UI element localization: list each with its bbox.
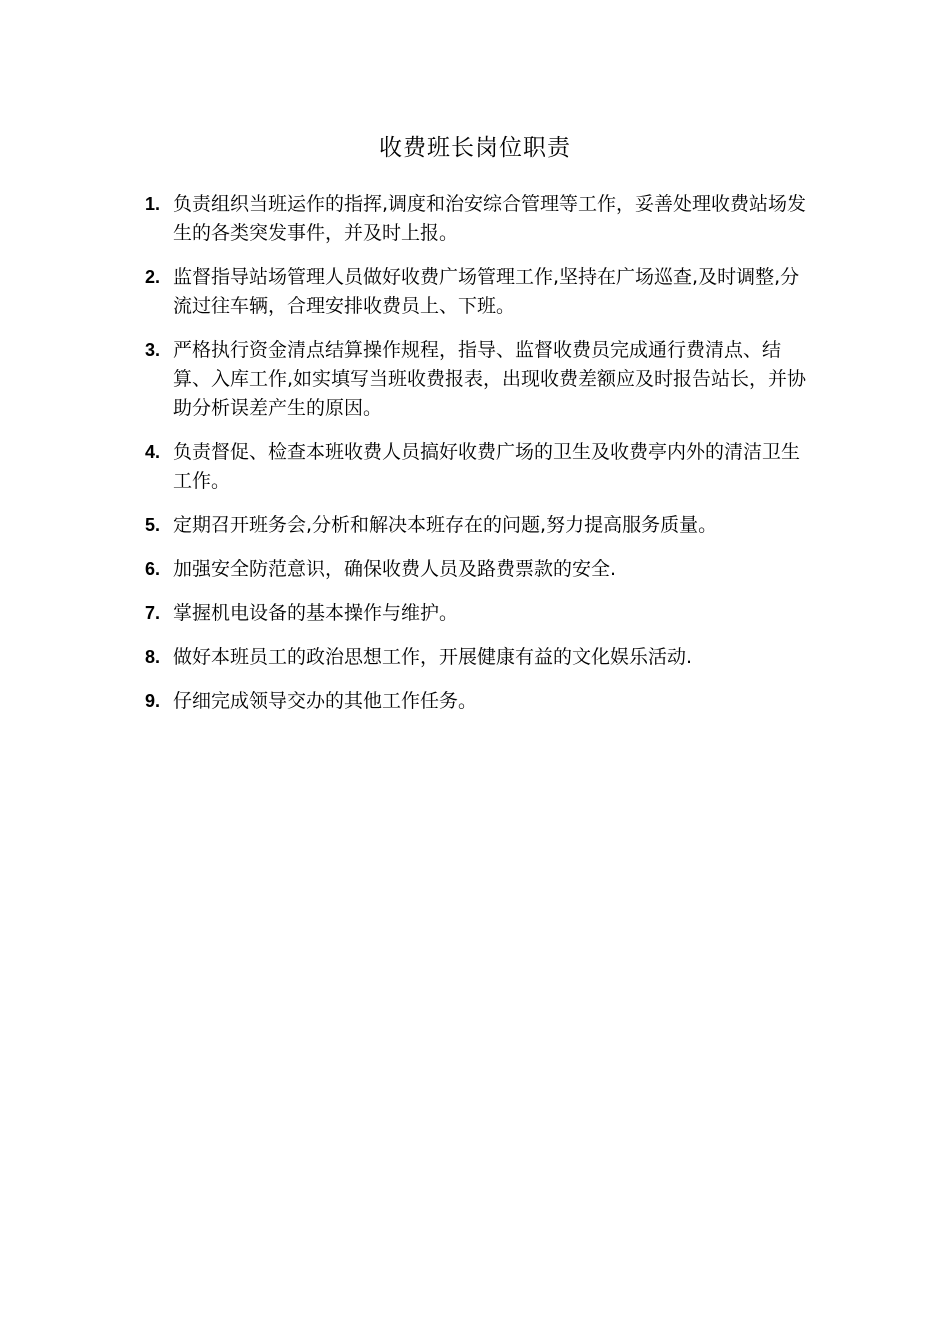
list-item bbox=[145, 511, 810, 540]
list-item bbox=[145, 599, 810, 628]
list-item bbox=[145, 190, 810, 248]
item-text: 定期召开班务会,分析和解决本班存在的问题,努力提高服务质量。 bbox=[173, 514, 718, 536]
item-number: 9. bbox=[145, 691, 161, 711]
item-number: 7. bbox=[145, 603, 161, 623]
item-text: 监督指导站场管理人员做好收费广场管理工作,坚持在广场巡查,及时调整,分流过往车辆，合理安排收费员上、下班。 bbox=[173, 266, 800, 317]
item-text: 加强安全防范意识，确保收费人员及路费票款的安全. bbox=[173, 558, 617, 580]
item-text: 仔细完成领导交办的其他工作任务。 bbox=[173, 690, 478, 712]
list-item bbox=[145, 687, 810, 716]
item-number: 5. bbox=[145, 515, 161, 535]
item-text: 做好本班员工的政治思想工作，开展健康有益的文化娱乐活动. bbox=[173, 646, 693, 668]
item-number: 1. bbox=[145, 194, 161, 214]
item-text: 负责组织当班运作的指挥,调度和治安综合管理等工作，妥善处理收费站场发生的各类突发事件，并及时上报。 bbox=[173, 193, 807, 244]
item-number: 2. bbox=[145, 267, 161, 287]
item-number: 3. bbox=[145, 340, 161, 360]
item-text: 严格执行资金清点结算操作规程，指导、监督收费员完成通行费清点、结算、入库工作,如实填写当班收费报表，出现收费差额应及时报告站长，并协助分析误差产生的原因。 bbox=[173, 339, 807, 419]
list-item bbox=[145, 643, 810, 672]
list-item bbox=[145, 263, 810, 321]
list-item bbox=[145, 438, 810, 496]
page-title: 收费班长岗位职责 bbox=[379, 135, 571, 161]
list-item bbox=[145, 555, 810, 584]
item-text: 掌握机电设备的基本操作与维护。 bbox=[173, 602, 459, 624]
list-item bbox=[145, 336, 810, 423]
item-number: 8. bbox=[145, 647, 161, 667]
duty-list bbox=[145, 190, 810, 731]
item-number: 6. bbox=[145, 559, 161, 579]
item-text: 负责督促、检查本班收费人员搞好收费广场的卫生及收费亭内外的清洁卫生工作。 bbox=[173, 441, 801, 492]
item-number: 4. bbox=[145, 442, 161, 462]
